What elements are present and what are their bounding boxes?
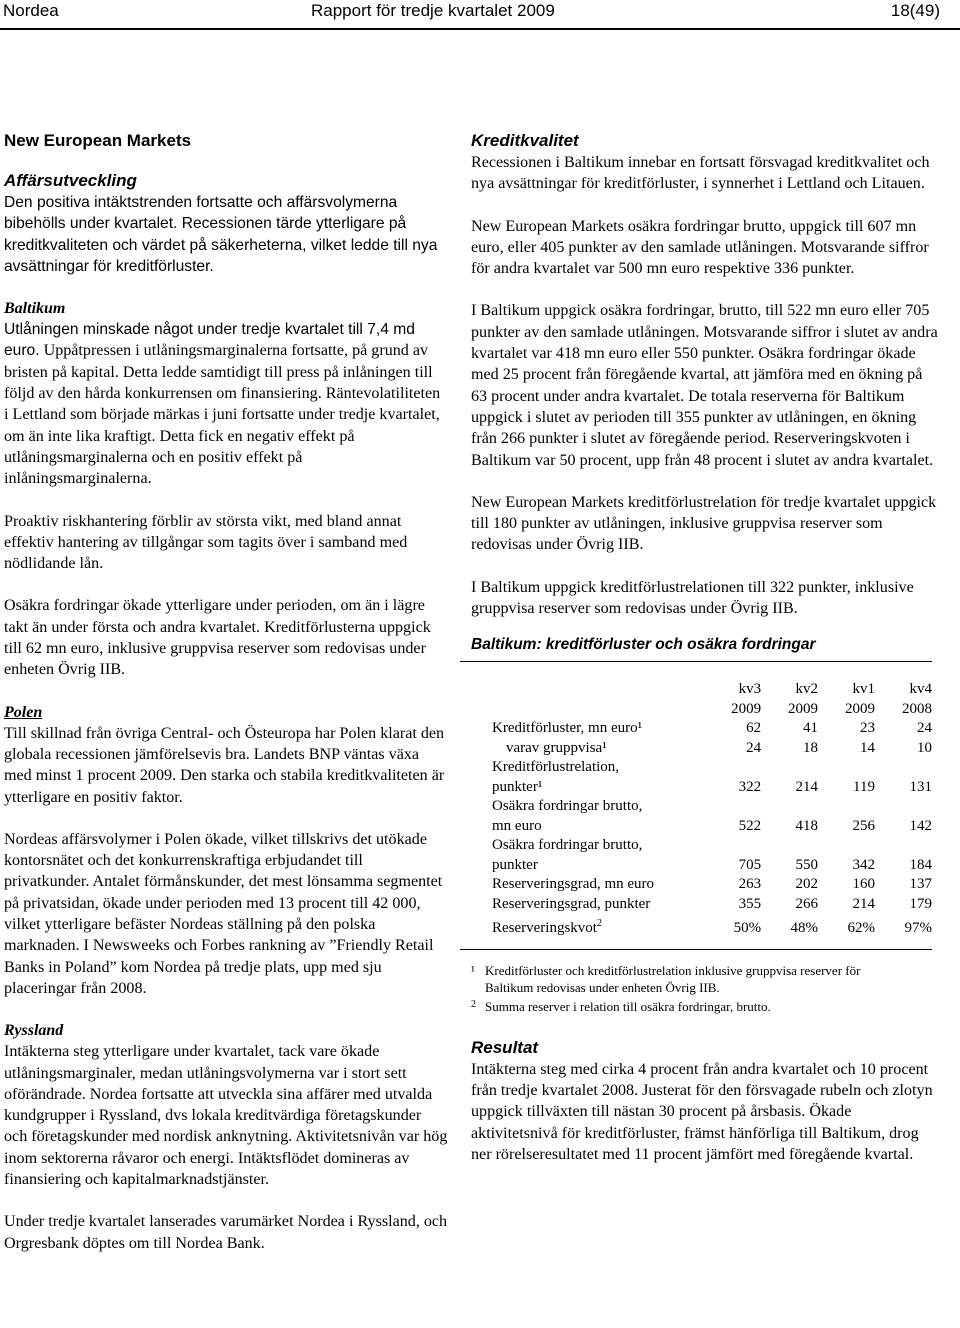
table-row-label: Osäkra fordringar brutto, (492, 798, 643, 815)
table-row (492, 778, 932, 798)
table-cell: 119 (853, 778, 875, 795)
th-y-2: 2009 (844, 700, 875, 717)
table-row (492, 914, 932, 939)
table-cell: 256 (852, 817, 875, 834)
kredit-paragraph-3: I Baltikum uppgick osäkra fordringar, brutto, till 522 mn euro eller 705 punkter av den samlade utlåningen. Motsvarande siffror i slutet av andra kvartalet var 418 mn euro eller 550 punkter. Osäkra fordringar ökade med 25 procent från föregående kvartal, att jämföra med en ökning på 63 procent under andra kvartalet. De totala reserverna för Baltikum uppgick i slutet av perioden till 355 punkter av utlåningen, en ökning från 266 punkter i slutet av föregående period. Reserveringskvoten i Baltikum var 50 procent, upp från 48 procent i slutet av andra kvartalet. (471, 302, 938, 469)
table-cell: 62% (847, 920, 875, 937)
footnote-1-line-a: Kreditförluster och kreditförlustrelation inklusive gruppvisa reserver för (485, 962, 861, 978)
table-row (492, 758, 932, 778)
table-cell: 24 (746, 739, 762, 756)
ryssland-paragraph-2: Under tredje kvartalet lanserades varumärket Nordea i Ryssland, och Orgresbank döptes om till Nordea Bank. (4, 1213, 448, 1252)
table-cell: 48% (790, 920, 819, 937)
baltikum-p1-a: Utlåningen minskade något under tredje kvartalet till 7,4 md euro. (4, 321, 415, 360)
ryssland-paragraph-1: Intäkterna steg ytterligare under kvartalet, tack vare ökade utlåningsmarginaler, medan utlåningsvolymerna var i stort sett oförändrade. Nordea fortsatte att utveckla sina affärer med utvalda kundgrupper i Ryssland, dvs lokala kreditvärdiga företagskunder och företagskunder med nordisk anknytning. Aktivitetsnivån var hög inom sektorerna råvaror och energi. Intäktsflödet domineras av finansiering och kapitalmarknadstjänster. (4, 1043, 448, 1188)
table-cell (761, 758, 818, 778)
table-row-label: punkter¹ (492, 778, 543, 795)
table-cell: 202 (795, 876, 819, 893)
polen-heading: Polen (4, 703, 43, 721)
page-header (0, 0, 960, 30)
header-report-title: Rapport för tredje kvartalet 2009 (311, 1, 555, 20)
table-header-row-quarter (492, 680, 932, 700)
table-cell: 41 (803, 720, 819, 737)
table-row-label-text: Reserveringskvot (492, 920, 597, 937)
table-cell (875, 836, 932, 856)
table-cell: 342 (852, 856, 875, 873)
header-company: Nordea (3, 1, 59, 20)
polen-paragraph-1: Till skillnad från övriga Central- och Östeuropa har Polen klarat den globala recessionen jämförelsevis bra. Landets BNP väntas växa med minst 1 procent 2009. Den starka och stabila kreditkvaliteten är ytterligare en positiv faktor. (4, 724, 445, 806)
table-cell: 97% (904, 920, 932, 937)
table-row-label: Reserveringsgrad, punkter (492, 895, 651, 912)
table-cell: 705 (738, 856, 762, 873)
table-header-row-year (492, 700, 932, 720)
table-body (492, 719, 932, 939)
table-row (492, 856, 932, 876)
baltikum-p1-e: Detta fick en negativ effekt på utlåningsmarginalerna och en positiv effekt på inlåningsmarginalerna. (4, 427, 355, 488)
footnote-1 (471, 962, 941, 979)
footnote-2-text: Summa reserver i relation till osäkra fordringar, brutto. (485, 998, 771, 1014)
table-cell: 160 (852, 876, 875, 893)
table-cell: 23 (859, 720, 875, 737)
table-cell: 355 (738, 895, 762, 912)
right-column (471, 130, 941, 1165)
th-q-0: kv3 (738, 681, 762, 698)
baltikum-paragraph-2: Proaktiv riskhantering förblir av största vikt, med bland annat effektiv hantering av tillgångar som tagits över i samband med nödlidande lån. (4, 512, 408, 573)
table-cell: 62 (746, 720, 762, 737)
th-q-1: kv2 (795, 681, 819, 698)
table-row-label (492, 914, 704, 939)
table-cell (730, 836, 761, 856)
table-row (492, 817, 932, 837)
table-cell: 418 (795, 817, 819, 834)
table-cell: 142 (909, 817, 932, 834)
table-cell (761, 797, 818, 817)
table-cell: 10 (917, 739, 932, 756)
table-cell (818, 836, 875, 856)
footnote-1-mark: ¹ (471, 962, 475, 978)
table-cell (875, 797, 932, 817)
baltikum-paragraph-1 (4, 319, 448, 489)
table-cell: 14 (859, 739, 875, 756)
table-cell: 50% (733, 920, 762, 937)
table-cell (875, 758, 932, 778)
table-cell: 131 (909, 778, 932, 795)
table-cell (730, 797, 761, 817)
baltikum-p1-b: Uppåtpressen i utlåningsmarginalerna fortsatte, på grund av bristen på kapital. (4, 342, 429, 381)
table-cell: 522 (738, 817, 762, 834)
table-row (492, 739, 932, 759)
table-row-label: Reserveringsgrad, mn euro (492, 876, 655, 893)
table-row (492, 895, 932, 915)
table-row (492, 875, 932, 895)
table-cell (818, 758, 875, 778)
resultat-paragraph: Intäkterna steg med cirka 4 procent från andra kvartalet och 10 procent från tredje kvartalet 2008. Justerat för den försvagade rubeln och zlotyn uppgick tillväxten till nästan 30 procent på årsbasis. Ökade aktivitetsnivå för kreditförluster, främst hänförliga till Baltikum, drog ner rörelseresultatet med 11 procent jämfört med föregående kvartal. (471, 1060, 933, 1164)
footnote-2 (471, 996, 941, 1015)
section-title: New European Markets (4, 131, 192, 150)
baltikum-paragraph-3: Osäkra fordringar ökade ytterligare under perioden, om än i lägre takt än under första och andra kvartalet. Kreditförlusterna uppgick till 62 mn euro, inklusive gruppvisa reserver som redovisas under enheten Övrig IIB. (4, 597, 431, 679)
table-cell: 18 (803, 739, 819, 756)
affar-paragraph: Den positiva intäktstrenden fortsatte och affärsvolymerna bibehölls under kvartalet. Recessionen tärde ytterligare på kreditkvaliteten och värdet på säkerheterna, vilket ledde till nya avsättningar för kreditförluster. (4, 194, 438, 275)
kreditkvalitet-heading: Kreditkvalitet (471, 131, 579, 150)
table-cell: 550 (795, 856, 819, 873)
table-title: Baltikum: kreditförluster och osäkra fordringar (471, 636, 816, 654)
kredit-paragraph-4: New European Markets kreditförlustrelation för tredje kvartalet uppgick till 180 punkter av utlåningen, inklusive gruppvisa reserver som redovisas under Övrig IIB. (471, 493, 937, 554)
table-row-label: mn euro (492, 817, 542, 834)
resultat-heading: Resultat (471, 1037, 539, 1057)
th-y-3: 2008 (902, 700, 932, 717)
footnote-1-b: Baltikum redovisas under enheten Övrig IIB. (485, 979, 720, 995)
credit-table (492, 680, 932, 939)
table-row (492, 719, 932, 739)
table-row-label: varav gruppvisa¹ (506, 739, 607, 756)
affar-heading: Affärsutveckling (4, 171, 137, 190)
table-cell: 214 (795, 778, 819, 795)
table-row (492, 836, 932, 856)
table-cell: 266 (795, 895, 819, 912)
kredit-paragraph-2: New European Markets osäkra fordringar brutto, uppgick till 607 mn euro, eller 405 punkter av den samlade utlåningen. Motsvarande siffror för andra kvartalet var 500 mn euro respektive 336 punkter. (471, 217, 929, 278)
left-column (4, 130, 448, 1254)
polen-paragraph-2: Nordeas affärsvolymer i Polen ökade, vilket tillskrivs det utökade kontorsnätet och det konkurrenskraftiga erbjudandet till privatkunder. Antalet förmånskunder, det mest lönsamma segmentet på privatsidan, ökade under perioden med 13 procent till 42 000, vilket ytterligare befäster Nordeas ställning på den polska marknaden. I Newsweeks och Forbes rankning av ”Friendly Retail Banks in Poland” kom Nordea på tredje plats, upp med sju placeringar från 2008. (4, 830, 443, 997)
table-cell: 184 (909, 856, 932, 873)
table-row-label-sup: 2 (596, 918, 602, 930)
table-cell: 179 (909, 895, 932, 912)
credit-table-box (460, 661, 932, 950)
kredit-paragraph-1: Recessionen i Baltikum innebar en fortsatt försvagad kreditkvalitet och nya avsättningar för kreditförluster, i synnerhet i Lettland och Litauen. (471, 154, 930, 193)
table-row-label: punkter (492, 856, 538, 873)
table-row-label: Kreditförluster, mn euro¹ (492, 720, 643, 737)
footnote-2-mark: 2 (471, 998, 476, 1010)
table-row-label: Kreditförlustrelation, (492, 759, 620, 776)
table-row-label: Osäkra fordringar brutto, (492, 837, 643, 854)
th-q-3: kv4 (909, 681, 932, 698)
ryssland-heading: Ryssland (4, 1022, 64, 1040)
table-cell (730, 758, 761, 778)
table-cell: 263 (738, 876, 762, 893)
kredit-paragraph-5: I Baltikum uppgick kreditförlustrelationen till 322 punkter, inklusive gruppvisa reserver som redovisas under Övrig IIB. (471, 578, 914, 618)
table-row (492, 797, 932, 817)
th-y-0: 2009 (731, 700, 762, 717)
table-cell (818, 797, 875, 817)
table-cell: 24 (917, 720, 932, 737)
table-cell: 137 (909, 876, 932, 893)
baltikum-p1-c: Detta ledde samtidigt till press på inlåningen till följd av den hårda konkurrensen om finansiering. (4, 363, 433, 403)
th-q-2: kv1 (852, 681, 875, 698)
baltikum-p1-d: Räntevolatiliteten i Lettland som började märkas i juni fortsatte under tredje kvartalet, om än inte lika kraftigt. (4, 385, 441, 445)
table-cell: 214 (852, 895, 875, 912)
header-page-number: 18(49) (890, 1, 940, 20)
baltikum-heading: Baltikum (4, 300, 66, 318)
table-cell (761, 836, 818, 856)
th-y-1: 2009 (788, 700, 819, 717)
table-cell: 322 (738, 778, 762, 795)
